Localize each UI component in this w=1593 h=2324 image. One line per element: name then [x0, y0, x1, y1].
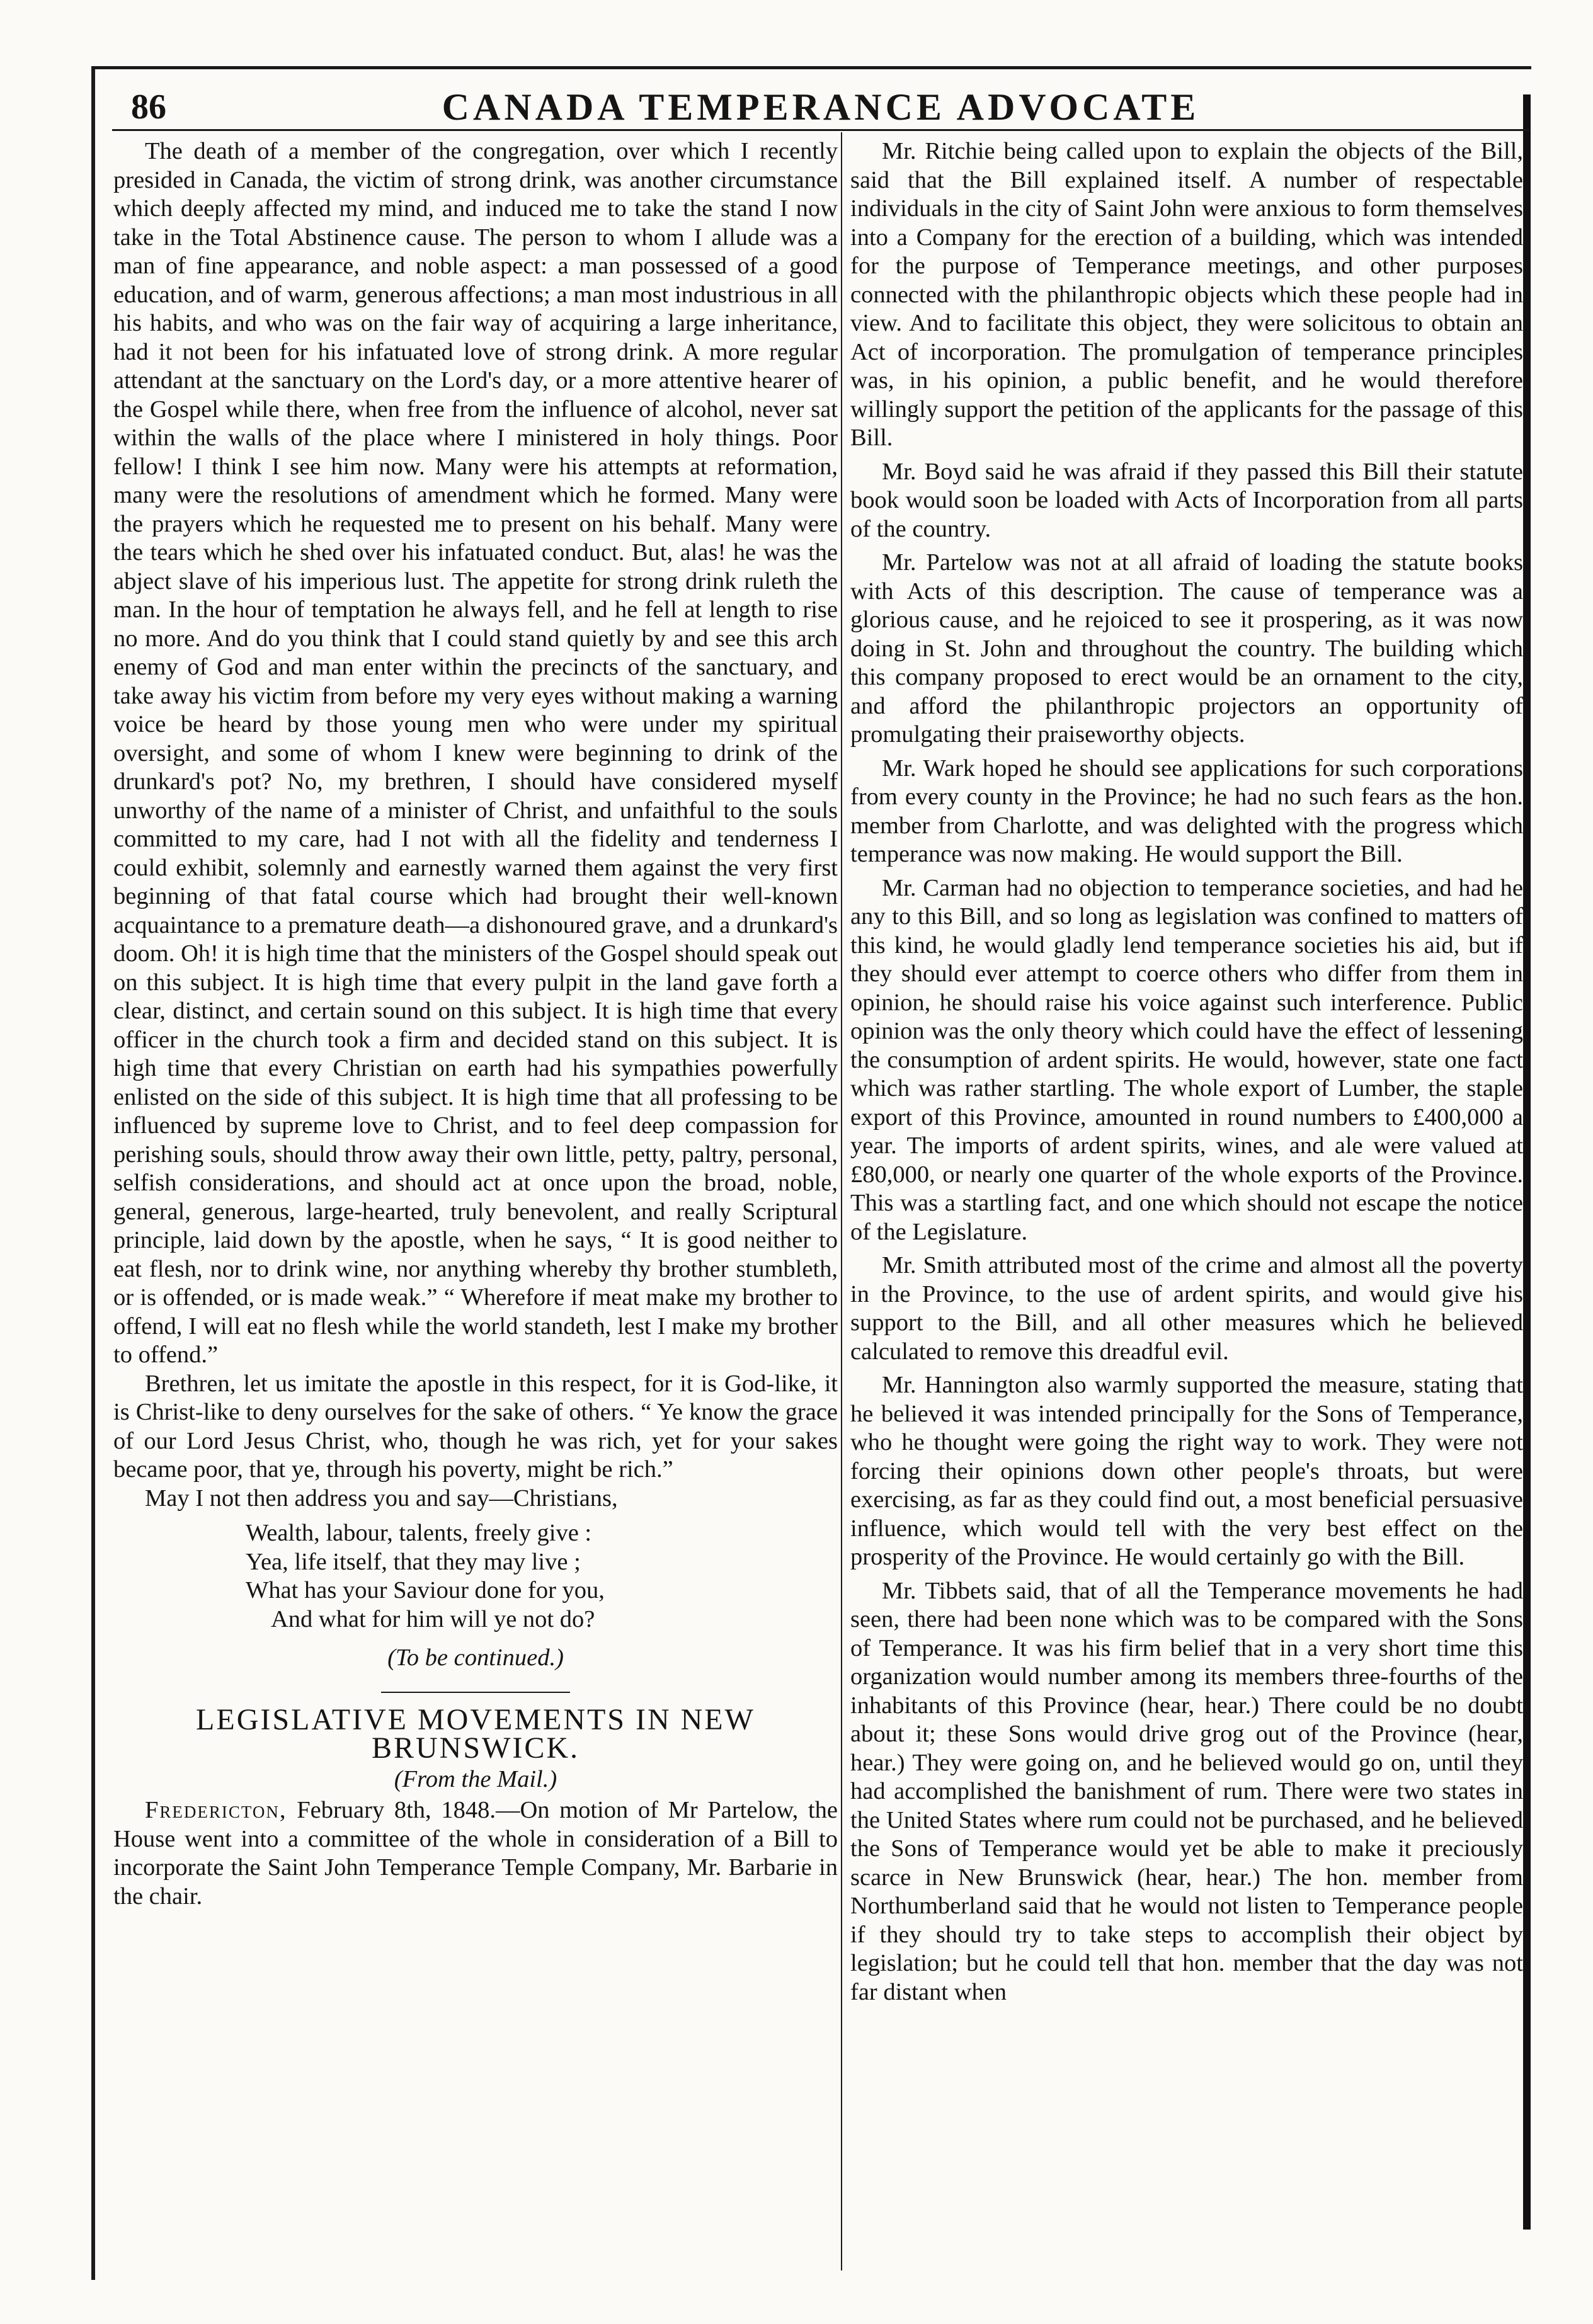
poem-line: And what for him will ye not do?	[271, 1605, 595, 1632]
paragraph: Mr. Smith attributed most of the crime and almost all the poverty in the Province, to the use of ardent spirits, and would give his support to the Bill, and all other measures which he believed calculated to remove this dreadful evil.	[850, 1252, 1523, 1365]
running-title: CANADA TEMPERANCE ADVOCATE	[442, 86, 1200, 128]
paragraph: Mr. Hannington also warmly supported the measure, stating that he believed it was intended principally for the Sons of Temperance, who he thought were going the right way to work. They were not forcing their opinions down other people's throats, but were exercising, as far as they could find out, a most beneficial persuasive influence, which would tell with the very best effect on the prosperity of the Province. He would certainly go with the Bill.	[850, 1372, 1523, 1570]
page-header	[112, 74, 1529, 131]
column-divider	[841, 132, 842, 2270]
section-text: February 8th, 1848.—On motion of Mr Partelow, the House went into a committee of the whole in consideration of a Bill to incorporate the Saint John Temperance Temple Company, Mr. Barbarie in the chair.	[113, 1797, 838, 1910]
paragraph: May I not then address you and say—Christians,	[145, 1484, 618, 1512]
right-column	[850, 137, 1523, 2007]
poem	[246, 1519, 838, 1634]
page-number: 86	[131, 88, 166, 127]
section-paragraph	[113, 1796, 838, 1911]
header-rule	[112, 129, 1529, 131]
poem-line: Wealth, labour, talents, freely give :	[246, 1520, 592, 1546]
poem-line: Yea, life itself, that they may live ;	[246, 1548, 581, 1575]
paragraph: Mr. Partelow was not at all afraid of loading the statute books with Acts of this description. The cause of temperance was a glorious cause, and he rejoiced to see it prospering, as it was now doing in St. John and throughout the country. The building which this company proposed to erect would be an ornament to the city, and afford the philanthropic projectors an opportunity of promulgating their praiseworthy objects.	[850, 549, 1523, 748]
poem-line: What has your Saviour done for you,	[246, 1577, 605, 1603]
paragraph: Mr. Wark hoped he should see applications for such corporations from every county in the Province; he had no such fears as the hon. member from Charlotte, and was delighted with the progress which temperance was now making. He would support the Bill.	[850, 755, 1523, 867]
paragraph: The death of a member of the congregation, over which I recently presided in Canada, the victim of strong drink, was another circumstance which deeply affected my mind, and induced me to take the stand I now take in the Total Abstinence cause. The person to whom I allude was a man of fine appearance, and noble aspect: a man possessed of a good education, and of warm, generous affections; a man most industrious in all his habits, and who was on the fair way of acquiring a large inheritance, had it not been for his infatuated love of strong drink. A more regular attendant at the sanctuary on the Lord's day, or a more attentive hearer of the Gospel while there, when free from the influence of alcohol, never sat within the walls of the place where I ministered in holy things. Poor fellow! I think I see him now. Many were his attempts at reformation, many were the resolutions of amendment which he formed. Many were the prayers which he requested me to present on his behalf. Many were the tears which he shed over his infatuated conduct. But, alas! he was the abject slave of his imperious lust. The appetite for strong drink ruleth the man. In the hour of temptation he always fell, and he fell at length to rise no more. And do you think that I could stand quietly by and see this arch enemy of God and man enter within the precincts of the sanctuary, and take away his victim from before my very eyes without making a warning voice be heard by those young men who were under my spiritual oversight, and some of whom I knew were beginning to drink of the drunkard's pot? No, my brethren, I should have considered myself unworthy of the name of a minister of Christ, and unfaithful to the souls committed to my care, had I not with all the fidelity and tenderness I could exhibit, solemnly and earnestly warned them against the very first beginning of that fatal course which had brought their well-known acquaintance to a premature death—a dishonoured grave, and a drunkard's doom. Oh! it is high time that the ministers of the Gospel should speak out on this subject. It is high time that every pulpit in the land gave forth a clear, distinct, and certain sound on this subject. It is high time that every officer in the church took a firm and decided stand on this subject. It is high time that every Christian on earth had his sympathies powerfully enlisted on the side of this subject. It is high time that all professing to be influenced by supreme love to Christ, and to feel deep compassion for perishing souls, should throw away their own little, petty, paltry, personal, selfish considerations, and should act at once upon the broad, noble, general, generous, large-hearted, truly benevolent, and really Scriptural principle, laid down by the apostle, when he says, “ It is good neither to eat flesh, nor to drink wine, nor anything whereby thy brother stumbleth, or is offended, or is made weak.” “ Wherefore if meat make my brother to offend, I will eat no flesh while the world standeth, lest I make my brother to offend.”	[113, 138, 838, 1368]
section-source: (From the Mail.)	[394, 1765, 557, 1792]
paragraph: Mr. Carman had no objection to temperance societies, and had he any to this Bill, and so long as legislation was confined to matters of this kind, he would gladly lend temperance societies his aid, but if they should ever attempt to coerce others who differ from them in opinion, he should raise his voice against such interference. Public opinion was the only theory which could have the effect of lessening the consumption of ardent spirits. He would, however, state one fact which was rather startling. The whole export of Lumber, the staple export of this Province, amounted in round numbers to £400,000 a year. The imports of ardent spirits, wines, and ale were valued at £80,000, or nearly one quarter of the whole exports of the Province. This was a startling fact, and one which should not escape the notice of the Legislature.	[850, 874, 1523, 1245]
dateline: Fredericton,	[145, 1797, 287, 1823]
paragraph: Mr. Tibbets said, that of all the Temperance movements he had seen, there had been none which was to be compared with the Sons of Temperance. It was his firm belief that in a very short time this organization would number among its members three-fourths of the inhabitants of this Province (hear, hear.) There could be no doubt about it; these Sons would drive grog out of the Province (hear, hear.) They were going on, and he believed would go on, until they had accomplished the banishment of rum. There were two states in the United States where rum could not be purchased, and he believed the Sons of Temperance would yet be able to make it preciously scarce in New Brunswick (hear, hear.) The hon. member from Northumberland said that he would not listen to Temperance people if they should try to take steps to accomplish their object by legislation; but he could tell that hon. member that the day was not far distant when	[850, 1577, 1523, 2005]
section-title: LEGISLATIVE MOVEMENTS IN NEW BRUNSWICK.	[196, 1702, 755, 1765]
continued-note: (To be continued.)	[387, 1644, 564, 1671]
paragraph: Brethren, let us imitate the apostle in this respect, for it is God-like, it is Christ-like to deny ourselves for the sake of others. “ Ye know the grace of our Lord Jesus Christ, who, though he was rich, yet for your sakes became poor, that ye, through his poverty, might be rich.”	[113, 1370, 838, 1483]
scan-edge	[1523, 94, 1531, 2230]
left-column	[113, 137, 838, 1911]
paragraph: Mr. Boyd said he was afraid if they passed this Bill their statute book would soon be loaded with Acts of Incorporation from all parts of the country.	[850, 458, 1523, 542]
section-rule	[381, 1692, 570, 1693]
paragraph: Mr. Ritchie being called upon to explain the objects of the Bill, said that the Bill explained itself. A number of respectable individuals in the city of Saint John were anxious to form themselves into a Company for the erection of a building, which was intended for the purpose of Temperance meetings, and other purposes connected with the philanthropic objects which these people had in view. And to facilitate this object, they were solicitous to obtain an Act of incorporation. The promulgation of temperance principles was, in his opinion, a public benefit, and he would therefore willingly support the petition of the applicants for the passage of this Bill.	[850, 138, 1523, 451]
